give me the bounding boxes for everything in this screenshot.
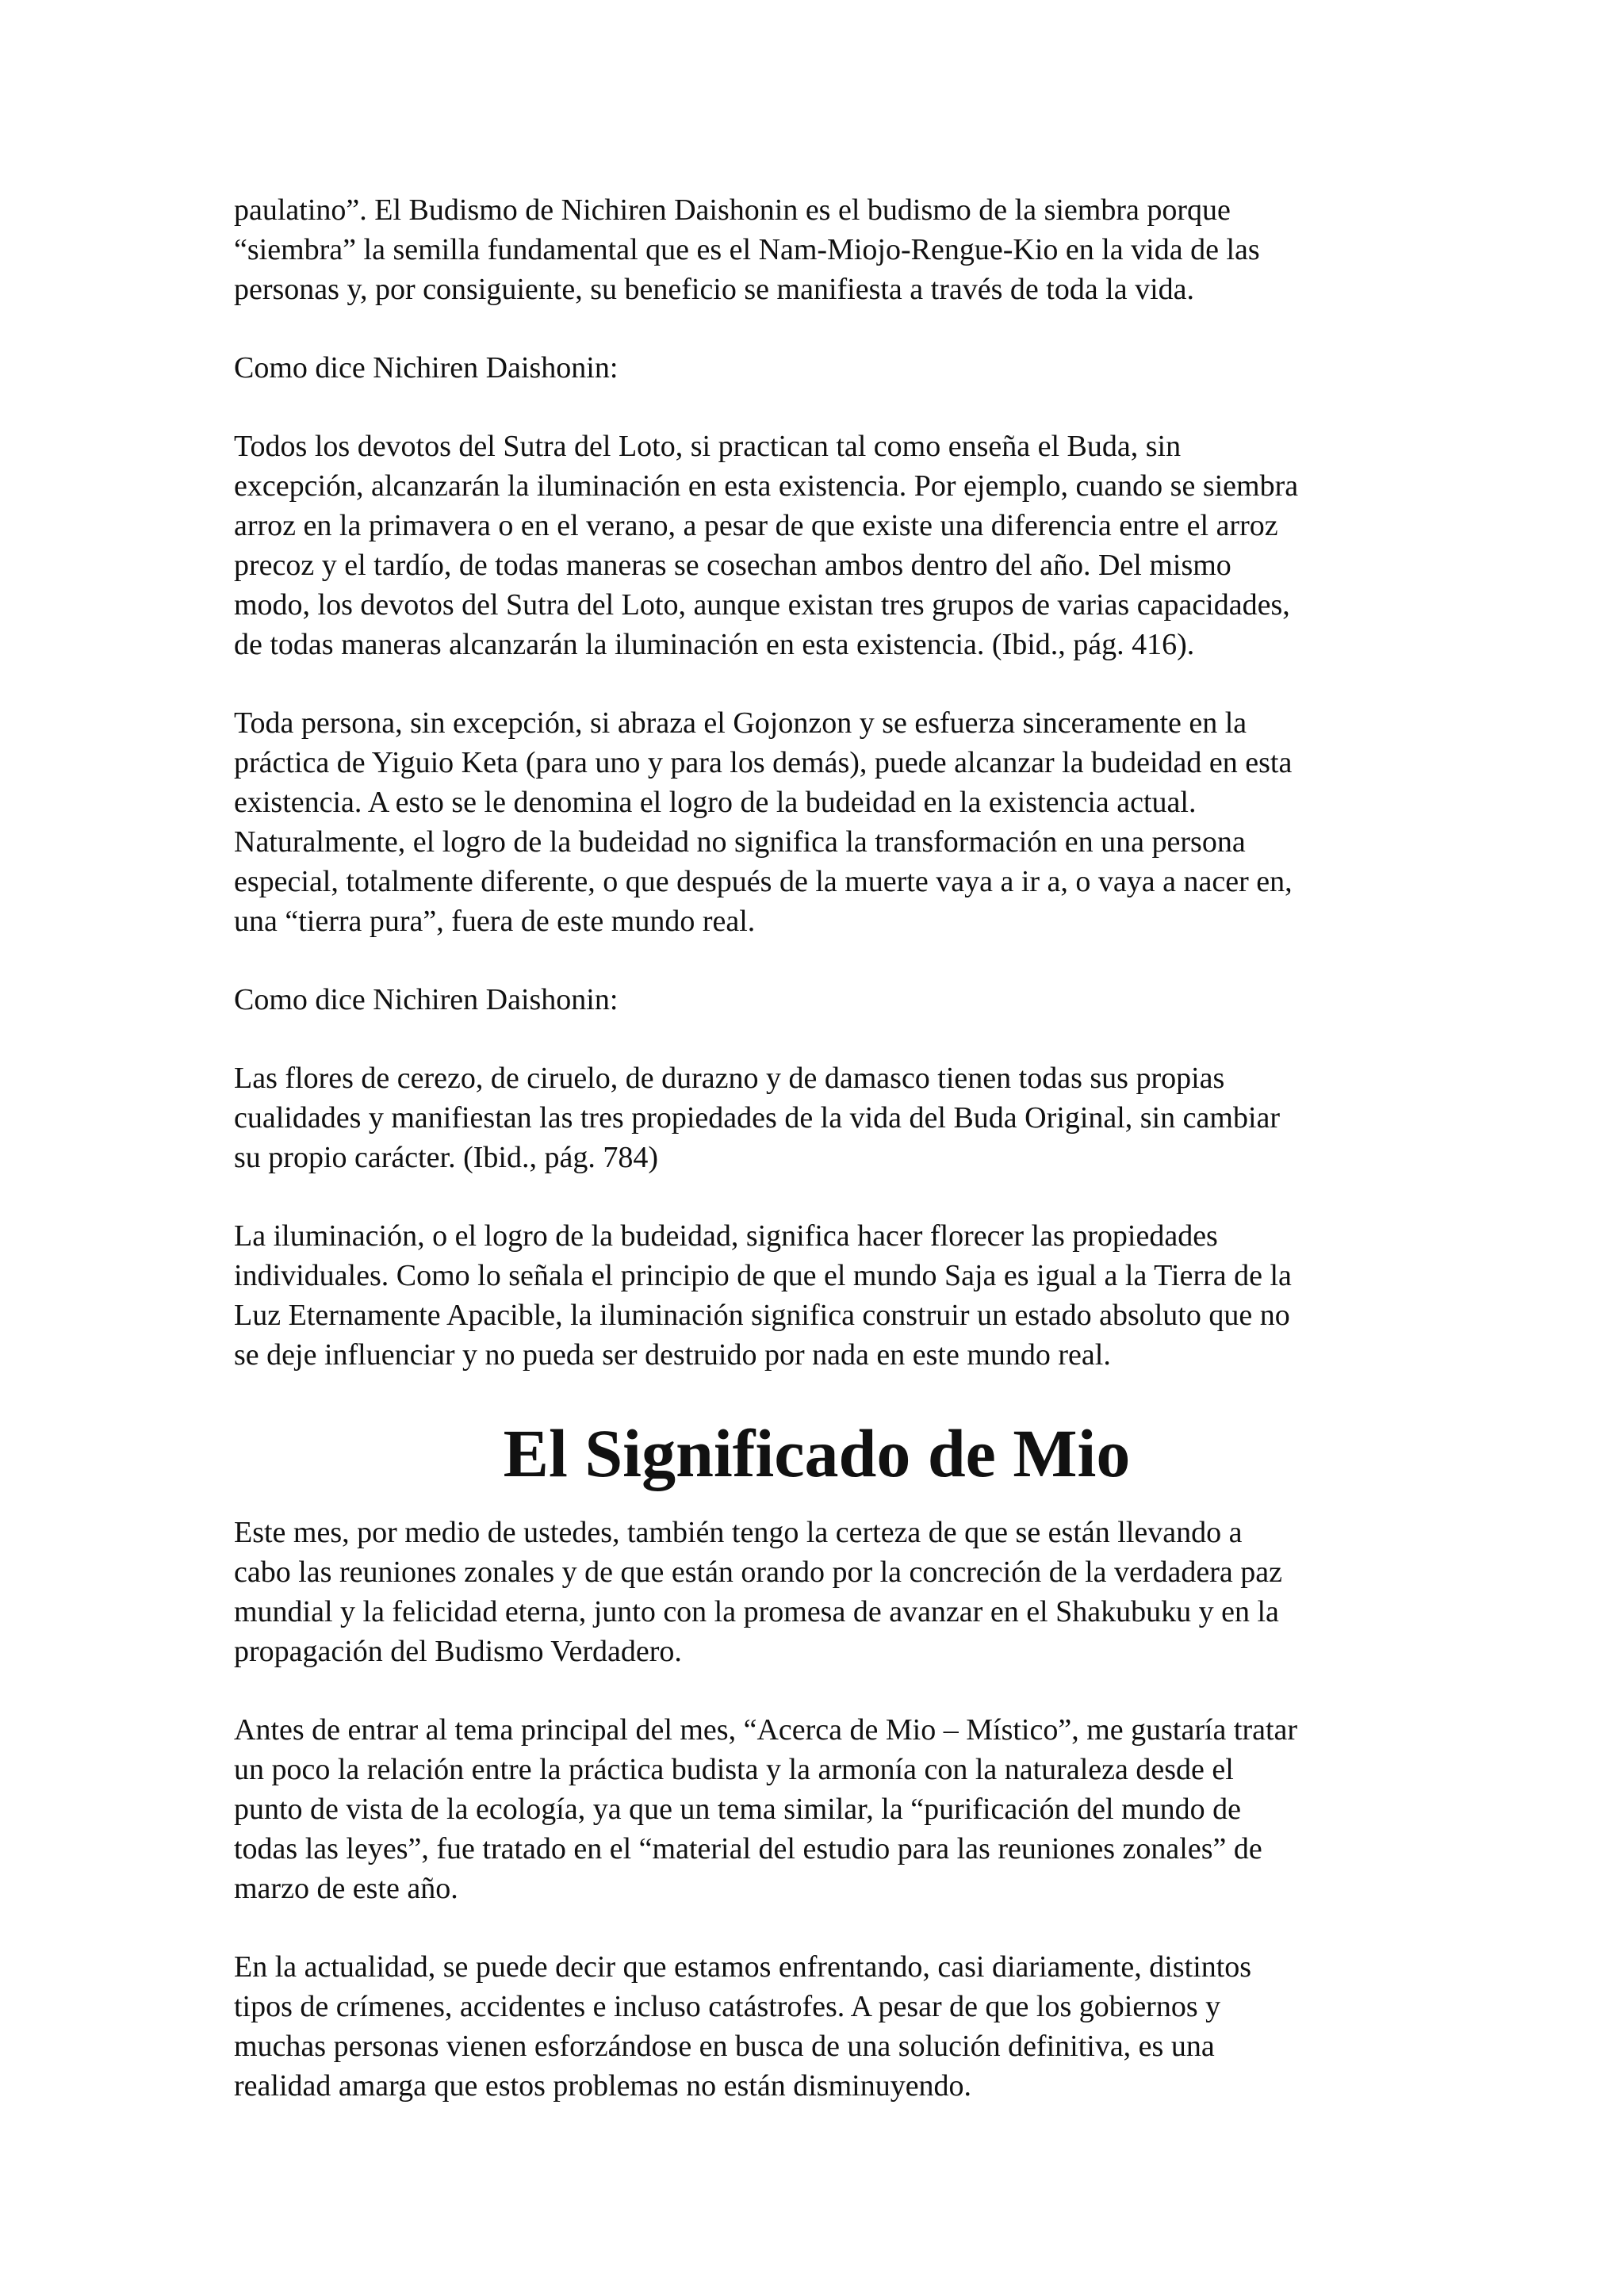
text-line: excepción, alcanzarán la iluminación en esta existencia. Por ejemplo, cuando se siembra	[234, 469, 1299, 503]
text-line: Antes de entrar al tema principal del mes, “Acerca de Mio – Místico”, me gustaría tratar	[234, 1713, 1298, 1747]
text-line: existencia. A esto se le denomina el logro de la budeidad en la existencia actual.	[234, 786, 1197, 819]
text-line: su propio carácter. (Ibid., pág. 784)	[234, 1141, 658, 1174]
text-line: punto de vista de la ecología, ya que un tema similar, la “purificación del mundo de	[234, 1793, 1242, 1826]
paragraph	[234, 1513, 1400, 1671]
paragraphs-before-heading	[234, 190, 1400, 1375]
text-line: paulatino”. El Budismo de Nichiren Daishonin es el budismo de la siembra porque	[234, 193, 1231, 227]
text-line: una “tierra pura”, fuera de este mundo real.	[234, 905, 756, 938]
text-line: marzo de este año.	[234, 1872, 458, 1905]
text-line: Como dice Nichiren Daishonin:	[234, 983, 619, 1016]
text-line: precoz y el tardío, de todas maneras se cosechan ambos dentro del año. Del mismo	[234, 549, 1231, 582]
paragraph	[234, 190, 1400, 309]
text-line: personas y, por consiguiente, su beneficio se manifiesta a través de toda la vida.	[234, 273, 1195, 306]
text-line: todas las leyes”, fue tratado en el “material del estudio para las reuniones zonales” de	[234, 1832, 1262, 1866]
text-line: Este mes, por medio de ustedes, también tengo la certeza de que se están llevando a	[234, 1516, 1243, 1549]
text-line: “siembra” la semilla fundamental que es el Nam-Miojo-Rengue-Kio en la vida de las	[234, 233, 1260, 266]
text-line: Toda persona, sin excepción, si abraza el Gojonzon y se esfuerza sinceramente en la	[234, 706, 1247, 740]
paragraph	[234, 1058, 1400, 1177]
text-line: modo, los devotos del Sutra del Loto, aunque existan tres grupos de varias capacidades,	[234, 588, 1290, 622]
paragraph	[234, 427, 1400, 664]
document-body	[234, 190, 1400, 2145]
paragraph	[234, 1216, 1400, 1375]
text-line: tipos de crímenes, accidentes e incluso catástrofes. A pesar de que los gobiernos y	[234, 1990, 1221, 2023]
text-line: En la actualidad, se puede decir que estamos enfrentando, casi diariamente, distintos	[234, 1950, 1252, 1984]
text-line: Todos los devotos del Sutra del Loto, si practican tal como enseña el Buda, sin	[234, 430, 1182, 463]
text-line: cualidades y manifiestan las tres propiedades de la vida del Buda Original, sin cambiar	[234, 1101, 1281, 1135]
text-line: de todas maneras alcanzarán la iluminación en esta existencia. (Ibid., pág. 416).	[234, 628, 1195, 661]
text-line: Luz Eternamente Apacible, la iluminación significa construir un estado absoluto que no	[234, 1299, 1290, 1332]
text-line: realidad amarga que estos problemas no están disminuyendo.	[234, 2069, 972, 2103]
text-line: Como dice Nichiren Daishonin:	[234, 351, 619, 385]
paragraphs-after-heading	[234, 1513, 1400, 2106]
text-line: mundial y la felicidad eterna, junto con la promesa de avanzar en el Shakubuku y en la	[234, 1595, 1279, 1628]
text-line: práctica de Yiguio Keta (para uno y para los demás), puede alcanzar la budeidad en esta	[234, 746, 1293, 779]
paragraph	[234, 703, 1400, 941]
paragraph	[234, 980, 1400, 1020]
text-line: muchas personas vienen esforzándose en busca de una solución definitiva, es una	[234, 2030, 1215, 2063]
text-line: Naturalmente, el logro de la budeidad no significa la transformación en una persona	[234, 825, 1246, 859]
text-line: especial, totalmente diferente, o que después de la muerte vaya a ir a, o vaya a nacer en,	[234, 865, 1293, 898]
text-line: propagación del Budismo Verdadero.	[234, 1635, 682, 1668]
text-line: La iluminación, o el logro de la budeidad, significa hacer florecer las propiedades	[234, 1219, 1218, 1253]
text-line: un poco la relación entre la práctica budista y la armonía con la naturaleza desde el	[234, 1753, 1234, 1786]
paragraph	[234, 348, 1400, 388]
text-line: se deje influenciar y no pueda ser destruido por nada en este mundo real.	[234, 1338, 1111, 1372]
paragraph	[234, 1947, 1400, 2106]
paragraph	[234, 1710, 1400, 1908]
text-line: cabo las reuniones zonales y de que están orando por la concreción de la verdadera paz	[234, 1556, 1283, 1589]
section-heading: El Significado de Mio	[503, 1415, 1131, 1491]
text-line: Las flores de cerezo, de ciruelo, de durazno y de damasco tienen todas sus propias	[234, 1062, 1225, 1095]
text-line: individuales. Como lo señala el principio de que el mundo Saja es igual a la Tierra de la	[234, 1259, 1292, 1292]
text-line: arroz en la primavera o en el verano, a pesar de que existe una diferencia entre el arroz	[234, 509, 1278, 542]
